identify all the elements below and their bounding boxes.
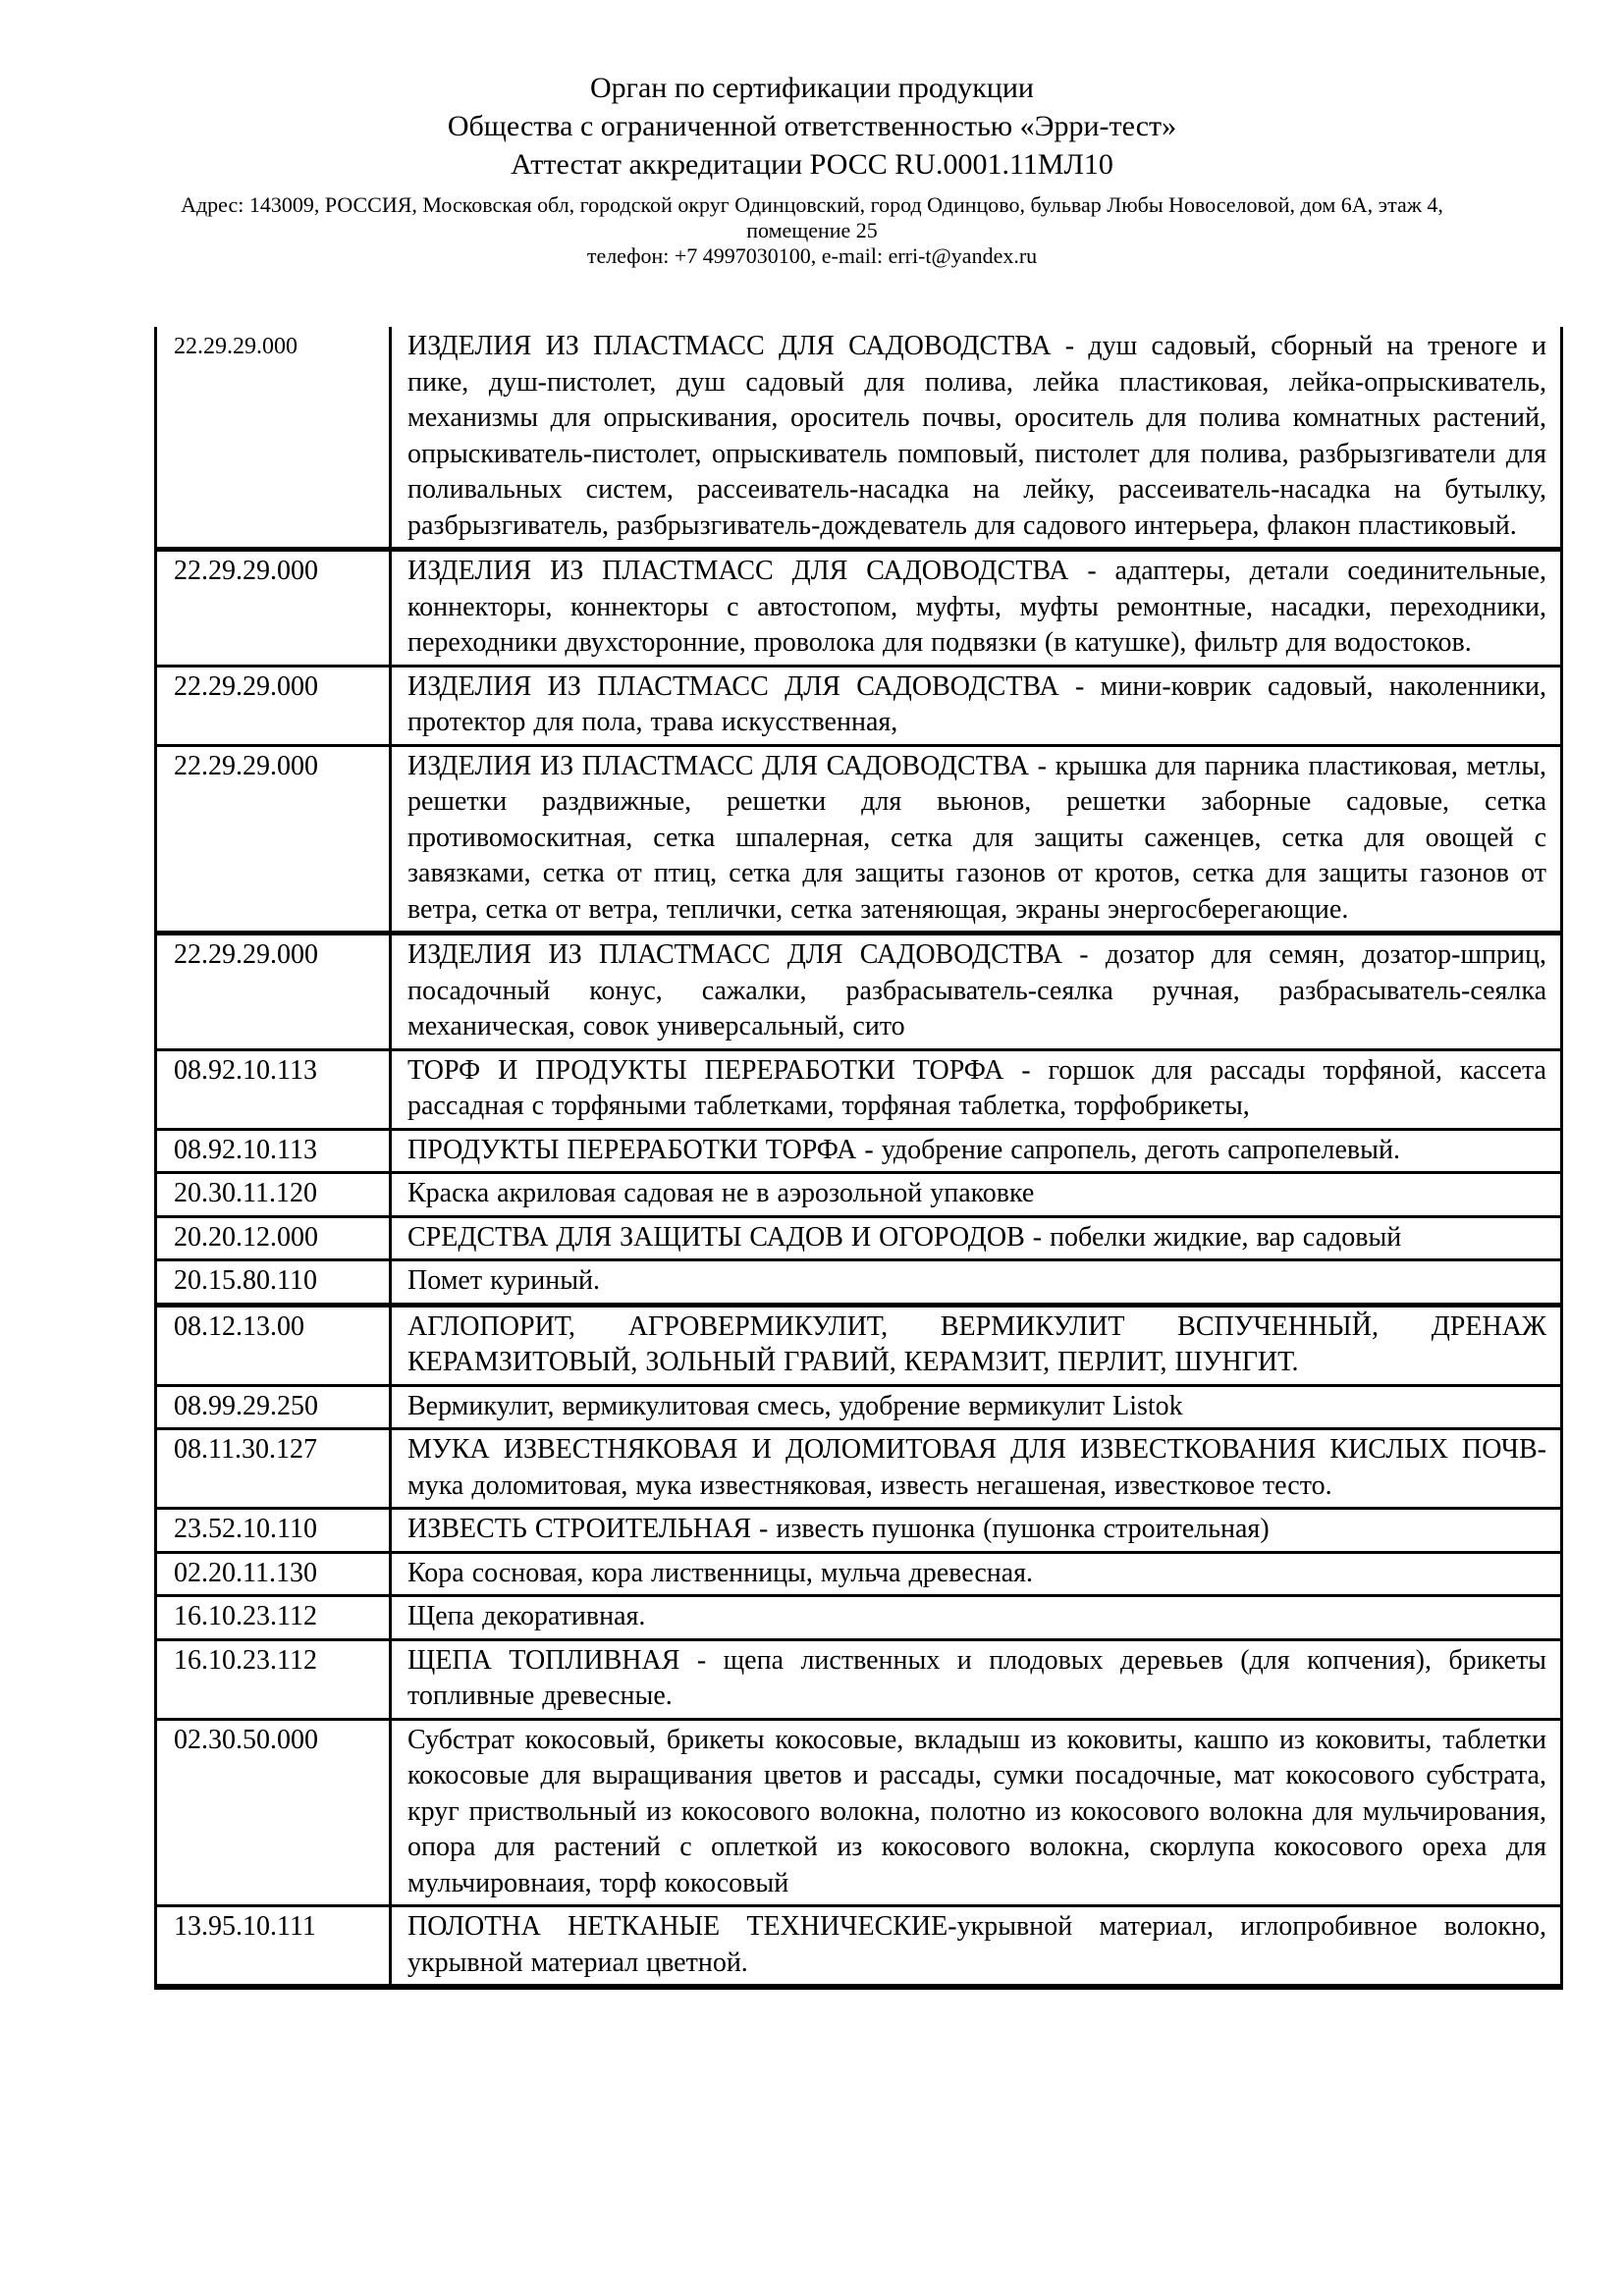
products-table-body bbox=[156, 327, 1562, 1987]
product-description-cell: МУКА ИЗВЕСТНЯКОВАЯ И ДОЛОМИТОВАЯ ДЛЯ ИЗВЕСТКОВАНИЯ КИСЛЫХ ПОЧВ-мука доломитовая, мука известняковая, известь негашеная, известковое тесто. bbox=[391, 1429, 1562, 1509]
address-line-2: помещение 25 bbox=[746, 218, 878, 242]
product-description-cell: Вермикулит, вермикулитовая смесь, удобрение вермикулит Listok bbox=[391, 1385, 1562, 1429]
table-row bbox=[156, 1173, 1562, 1217]
table-row bbox=[156, 327, 1562, 550]
table-row bbox=[156, 1639, 1562, 1719]
product-code-cell: 16.10.23.112 bbox=[156, 1596, 391, 1640]
product-description-cell: ТОРФ И ПРОДУКТЫ ПЕРЕРАБОТКИ ТОРФА - горшок для рассады торфяной, кассета рассадная с торфяными таблетками, торфяная таблетка, торфобрикеты, bbox=[391, 1049, 1562, 1129]
product-code-cell: 22.29.29.000 bbox=[156, 745, 391, 934]
product-code-cell: 20.30.11.120 bbox=[156, 1173, 391, 1217]
table-row bbox=[156, 1719, 1562, 1906]
product-code-cell: 08.99.29.250 bbox=[156, 1385, 391, 1429]
org-details-block bbox=[0, 192, 1624, 269]
product-description-cell: АГЛОПОРИТ, АГРОВЕРМИКУЛИТ, ВЕРМИКУЛИТ ВСПУЧЕННЫЙ, ДРЕНАЖ КЕРАМЗИТОВЫЙ, ЗОЛЬНЫЙ ГРАВИЙ, КЕРАМЗИТ, ПЕРЛИТ, ШУНГИТ. bbox=[391, 1305, 1562, 1385]
product-code-cell: 08.12.13.00 bbox=[156, 1305, 391, 1385]
product-description-cell: Кора сосновая, кора лиственницы, мульча древесная. bbox=[391, 1552, 1562, 1596]
product-code-cell: 22.29.29.000 bbox=[156, 327, 391, 550]
product-code-cell: 20.20.12.000 bbox=[156, 1216, 391, 1260]
product-code-cell: 23.52.10.110 bbox=[156, 1509, 391, 1553]
table-row bbox=[156, 1429, 1562, 1509]
product-description-cell: Субстрат кокосовый, брикеты кокосовые, вкладыш из коковиты, кашпо из коковиты, таблетки кокосовые для выращивания цветов и рассады, сумки посадочные, мат кокосового субстрата, круг приствольный из кокосового волокна, полотно из кокосового волокна для мульчирования, опора для растений с оплеткой из кокосового волокна, скорлупа кокосового ореха для мульчировнаия, торф кокосовый bbox=[391, 1719, 1562, 1906]
address-line-1: Адрес: 143009, РОССИЯ, Московская обл, городской округ Одинцовский, город Одинцово, бульвар Любы Новоселовой, дом 6А, этаж 4, bbox=[181, 192, 1443, 217]
product-code-cell: 02.30.50.000 bbox=[156, 1719, 391, 1906]
product-code-cell: 16.10.23.112 bbox=[156, 1639, 391, 1719]
product-code-cell: 22.29.29.000 bbox=[156, 934, 391, 1050]
org-title-line-1: Орган по сертификации продукции bbox=[590, 72, 1034, 104]
product-description-cell: Помет куриный. bbox=[391, 1260, 1562, 1306]
table-row bbox=[156, 1509, 1562, 1553]
table-row bbox=[156, 1596, 1562, 1640]
product-code-cell: 08.11.30.127 bbox=[156, 1429, 391, 1509]
document-header bbox=[0, 69, 1624, 269]
product-description-cell: ПРОДУКТЫ ПЕРЕРАБОТКИ ТОРФА - удобрение сапропель, деготь сапропелевый. bbox=[391, 1129, 1562, 1173]
table-row bbox=[156, 1129, 1562, 1173]
product-code-cell: 20.15.80.110 bbox=[156, 1260, 391, 1306]
table-row bbox=[156, 1906, 1562, 1988]
product-code-cell: 22.29.29.000 bbox=[156, 666, 391, 745]
product-description-cell: ИЗВЕСТЬ СТРОИТЕЛЬНАЯ - известь пушонка (пушонка строительная) bbox=[391, 1509, 1562, 1553]
product-description-cell: ПОЛОТНА НЕТКАНЫЕ ТЕХНИЧЕСКИЕ-укрывной материал, иглопробивное волокно, укрывной материал цветной. bbox=[391, 1906, 1562, 1988]
table-row bbox=[156, 1260, 1562, 1306]
product-description-cell: Щепа декоративная. bbox=[391, 1596, 1562, 1640]
product-code-cell: 13.95.10.111 bbox=[156, 1906, 391, 1988]
product-code-cell: 22.29.29.000 bbox=[156, 550, 391, 667]
table-row bbox=[156, 666, 1562, 745]
table-row bbox=[156, 1552, 1562, 1596]
product-description-cell: ИЗДЕЛИЯ ИЗ ПЛАСТМАСС ДЛЯ САДОВОДСТВА - мини-коврик садовый, наколенники, протектор для пола, трава искусственная, bbox=[391, 666, 1562, 745]
product-description-cell: ИЗДЕЛИЯ ИЗ ПЛАСТМАСС ДЛЯ САДОВОДСТВА - адаптеры, детали соединительные, коннекторы, коннекторы с автостопом, муфты, муфты ремонтные, насадки, переходники, переходники двухсторонние, проволока для подвязки (в катушке), фильтр для водостоков. bbox=[391, 550, 1562, 667]
table-row bbox=[156, 550, 1562, 667]
product-description-cell: Краска акриловая садовая не в аэрозольной упаковке bbox=[391, 1173, 1562, 1217]
product-code-cell: 08.92.10.113 bbox=[156, 1129, 391, 1173]
org-title-line-2: Общества с ограниченной ответственностью «Эрри-тест» bbox=[447, 110, 1177, 142]
table-row bbox=[156, 1385, 1562, 1429]
product-code-cell: 08.92.10.113 bbox=[156, 1049, 391, 1129]
product-description-cell: ИЗДЕЛИЯ ИЗ ПЛАСТМАСС ДЛЯ САДОВОДСТВА - крышка для парника пластиковая, метлы, решетки раздвижные, решетки для вьюнов, решетки заборные садовые, сетка противомоскитная, сетка шпалерная, сетка для защиты саженцев, сетка для овощей с завязками, сетка от птиц, сетка для защиты газонов от кротов, сетка для защиты газонов от ветра, сетка от ветра, теплички, сетка затеняющая, экраны энергосберегающие. bbox=[391, 745, 1562, 934]
table-row bbox=[156, 745, 1562, 934]
product-description-cell: ИЗДЕЛИЯ ИЗ ПЛАСТМАСС ДЛЯ САДОВОДСТВА - душ садовый, сборный на треноге и пике, душ-пистолет, душ садовый для полива, лейка пластиковая, лейка-опрыскиватель, механизмы для опрыскивания, ороситель почвы, ороситель для полива комнатных растений, опрыскиватель-пистолет, опрыскиватель помповый, пистолет для полива, разбрызгиватели для поливальных систем, рассеиватель-насадка на лейку, рассеиватель-насадка на бутылку, разбрызгиватель, разбрызгиватель-дождеватель для садового интерьера, флакон пластиковый. bbox=[391, 327, 1562, 550]
accreditation-line: Аттестат аккредитации РОСС RU.0001.11МЛ10 bbox=[511, 148, 1113, 181]
product-code-cell: 02.20.11.130 bbox=[156, 1552, 391, 1596]
product-description-cell: ИЗДЕЛИЯ ИЗ ПЛАСТМАСС ДЛЯ САДОВОДСТВА - дозатор для семян, дозатор-шприц, посадочный конус, сажалки, разбрасыватель-сеялка ручная, разбрасыватель-сеялка механическая, совок универсальный, сито bbox=[391, 934, 1562, 1050]
table-row bbox=[156, 1049, 1562, 1129]
products-table bbox=[154, 327, 1563, 1990]
table-row bbox=[156, 934, 1562, 1050]
product-description-cell: ЩЕПА ТОПЛИВНАЯ - щепа лиственных и плодовых деревьев (для копчения), брикеты топливные древесные. bbox=[391, 1639, 1562, 1719]
table-row bbox=[156, 1305, 1562, 1385]
contact-line: телефон: +7 4997030100, e-mail: erri-t@yandex.ru bbox=[586, 243, 1038, 268]
product-description-cell: СРЕДСТВА ДЛЯ ЗАЩИТЫ САДОВ И ОГОРОДОВ - побелки жидкие, вар садовый bbox=[391, 1216, 1562, 1260]
table-row bbox=[156, 1216, 1562, 1260]
